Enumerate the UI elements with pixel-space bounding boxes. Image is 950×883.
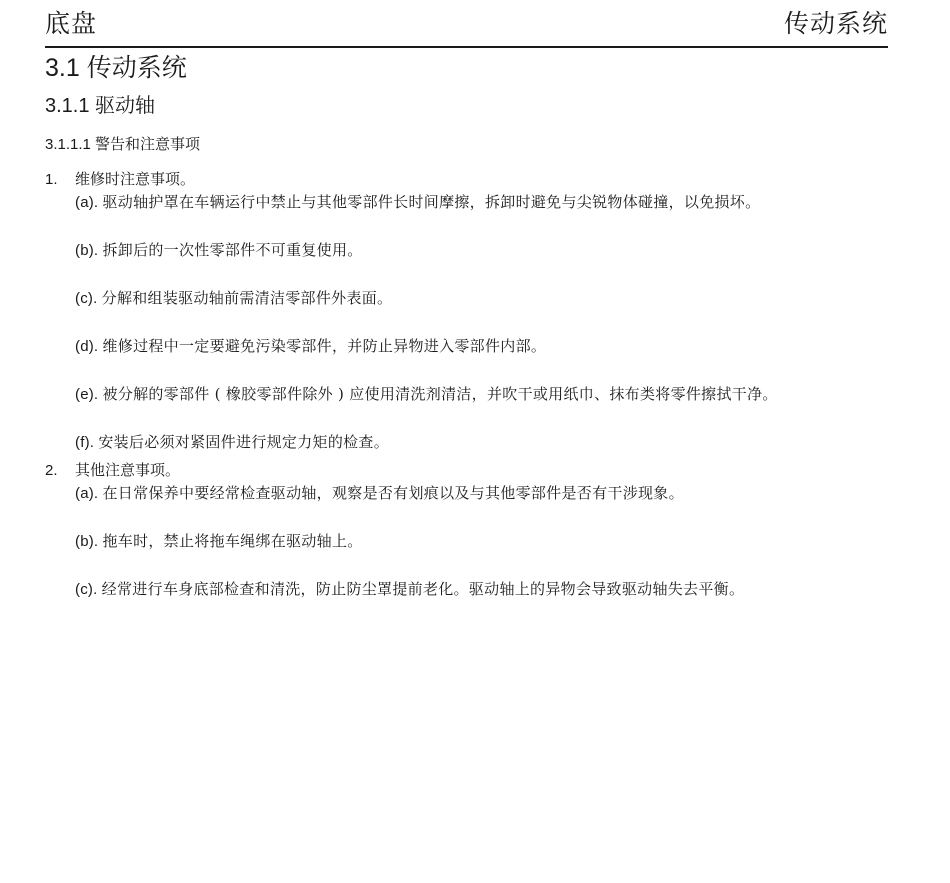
item-label: (f). xyxy=(75,434,95,451)
item-label: (d). xyxy=(75,338,99,355)
header-chapter: 底盘 xyxy=(45,10,98,38)
item-label: (a). xyxy=(75,485,99,502)
section-heading xyxy=(45,169,905,191)
section-title: 其他注意事项。 xyxy=(75,462,181,479)
item-text: 维修过程中一定要避免污染零部件，并防止异物进入零部件内部。 xyxy=(102,337,547,355)
heading-2: 3.1.1 驱动轴 xyxy=(45,95,156,117)
list-item xyxy=(75,239,905,262)
item-text: 驱动轴护罩在车辆运行中禁止与其他零部件长时间摩擦，拆卸时避免与尖锐物体碰撞，以免损坏。 xyxy=(102,193,761,211)
page-header xyxy=(45,6,888,48)
item-label: (b). xyxy=(75,242,99,259)
section-title: 维修时注意事项。 xyxy=(75,171,196,188)
section-maintenance-notes xyxy=(45,169,905,454)
list-item xyxy=(75,578,905,601)
header-section: 传动系统 xyxy=(783,10,888,38)
heading-1: 3.1 传动系统 xyxy=(45,54,187,82)
list-item xyxy=(75,482,905,505)
list-item xyxy=(75,530,905,553)
item-label: (b). xyxy=(75,533,99,550)
section-other-notes xyxy=(45,460,905,601)
list-item xyxy=(75,383,905,406)
item-text: 分解和组装驱动轴前需清洁零部件外表面。 xyxy=(101,289,393,307)
item-label: (a). xyxy=(75,194,99,211)
list-item xyxy=(75,191,905,214)
item-text: 被分解的零部件 ( 橡胶零部件除外 ) 应使用清洗剂清洁，并吹干或用纸巾、抹布类将零件擦拭干净。 xyxy=(102,385,778,403)
item-label: (c). xyxy=(75,581,98,598)
section-number: 2. xyxy=(45,462,58,479)
item-text: 安装后必须对紧固件进行规定力矩的检查。 xyxy=(98,433,390,451)
item-text: 经常进行车身底部检查和清洗，防止防尘罩提前老化。驱动轴上的异物会导致驱动轴失去平衡。 xyxy=(101,580,745,598)
item-label: (c). xyxy=(75,290,98,307)
heading-3: 3.1.1.1 警告和注意事项 xyxy=(45,136,201,153)
section-number: 1. xyxy=(45,171,58,188)
item-text: 在日常保养中要经常检查驱动轴，观察是否有划痕以及与其他零部件是否有干涉现象。 xyxy=(102,484,684,502)
list-item xyxy=(75,335,905,358)
list-item xyxy=(75,287,905,310)
list-item xyxy=(75,431,905,454)
item-text: 拖车时，禁止将拖车绳绑在驱动轴上。 xyxy=(102,532,363,550)
item-text: 拆卸后的一次性零部件不可重复使用。 xyxy=(102,241,363,259)
section-heading xyxy=(45,460,905,482)
item-label: (e). xyxy=(75,386,99,403)
